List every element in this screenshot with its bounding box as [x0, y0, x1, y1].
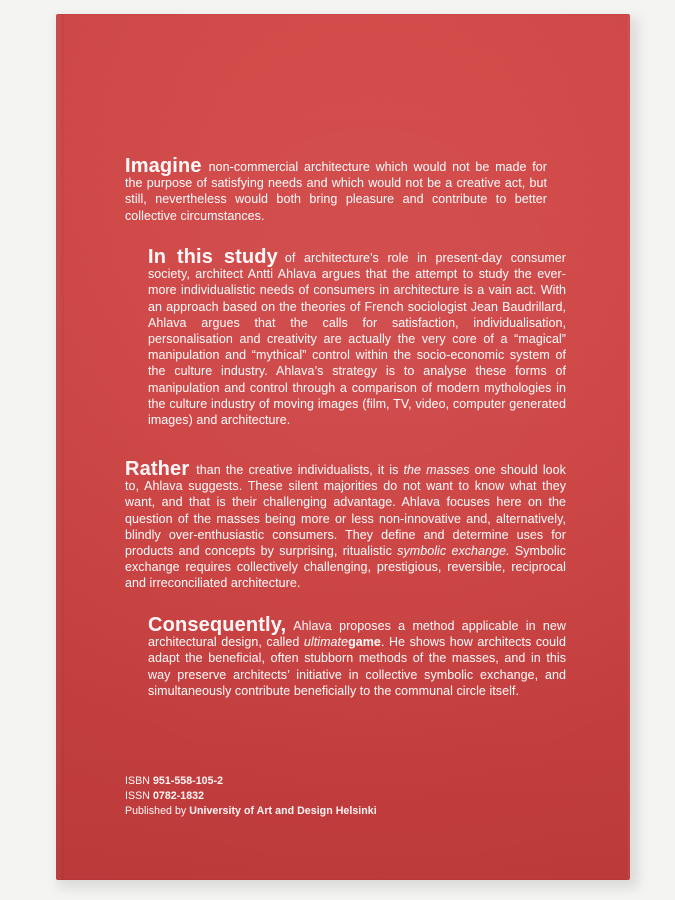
intro-paragraph-text: non-commercial architecture which would not be made for the purpose of satisfying needs and which would not be a creative act, but still, nevertheless would both bring pleasure and contribute to better collective circumstances. [125, 160, 547, 223]
isbn-value: 951-558-105-2 [152, 775, 224, 787]
consequently-paragraph [148, 616, 566, 699]
published-by-label: Published by [125, 805, 187, 817]
symbolic-exchange-emphasis: symbolic exchange. [397, 544, 510, 559]
rather-lead: Rather [125, 458, 190, 480]
publisher-name: University of Art and Design Helsinki [189, 805, 377, 817]
consequently-text-before-term: Ahlava proposes a method applicable in new architectural design, called [148, 619, 566, 650]
rather-text-after-masses: one should look to, Ahlava suggests. These silent majorities do not want to know what they want, and that is their challenging advantage. Ahlava focuses here on the question of the masses being more or less non-innovative and, alternatively, blindly over-enthusiastic consumers. They define and determine uses for products and concepts by surprising, ritualistic [125, 463, 566, 559]
imagine-lead: Imagine [125, 155, 202, 177]
rather-text-end: Symbolic exchange requires collectively challenging, prestigious, reversible, reciprocal and irreconciliated architecture. [125, 544, 566, 591]
publication-info [125, 774, 377, 819]
issn-line [125, 789, 377, 804]
publisher-line [125, 804, 377, 819]
study-paragraph-text: of architecture’s role in present-day consumer society, architect Antti Ahlava argues that the attempt to study the ever-more individualistic needs of consumers in architecture is a vain act. With an approach based on the theories of French sociologist Jean Baudrillard, Ahlava argues that the calls for satisfaction, individualisation, personalisation and creativity are actually the very core of a “magical” manipulation and “mythical” control within the socio-economic system of the culture industry. Ahlava’s strategy is to analyse these forms of manipulation and control through a comparison of modern mythologies in the culture industry of moving images (film, TV, video, computer generated images) and architecture. [148, 251, 566, 428]
consequently-text-after-term: . He shows how architects could adapt the beneficial, often stubborn methods of the masses, and in this way preserve architects’ initiative in collective symbolic exchange, and simultaneously contribute beneficially to the communal circle itself. [148, 635, 566, 698]
study-lead: In this study [148, 246, 278, 268]
masses-emphasis: the masses [403, 463, 470, 477]
rather-text-before-masses: than the creative individualists, it is [196, 463, 399, 477]
consequently-lead: Consequently, [148, 614, 287, 636]
cover-edge [56, 14, 64, 880]
study-paragraph [148, 248, 566, 428]
isbn-line [125, 774, 377, 789]
rather-paragraph [125, 460, 566, 592]
book-back-cover [56, 14, 630, 880]
ultimate-term-italic: ultimate [303, 635, 349, 650]
game-term-bold: game [348, 635, 381, 650]
intro-paragraph [125, 157, 547, 224]
issn-value: 0782-1832 [152, 790, 205, 802]
isbn-label: ISBN [125, 775, 150, 787]
issn-label: ISSN [125, 790, 150, 802]
